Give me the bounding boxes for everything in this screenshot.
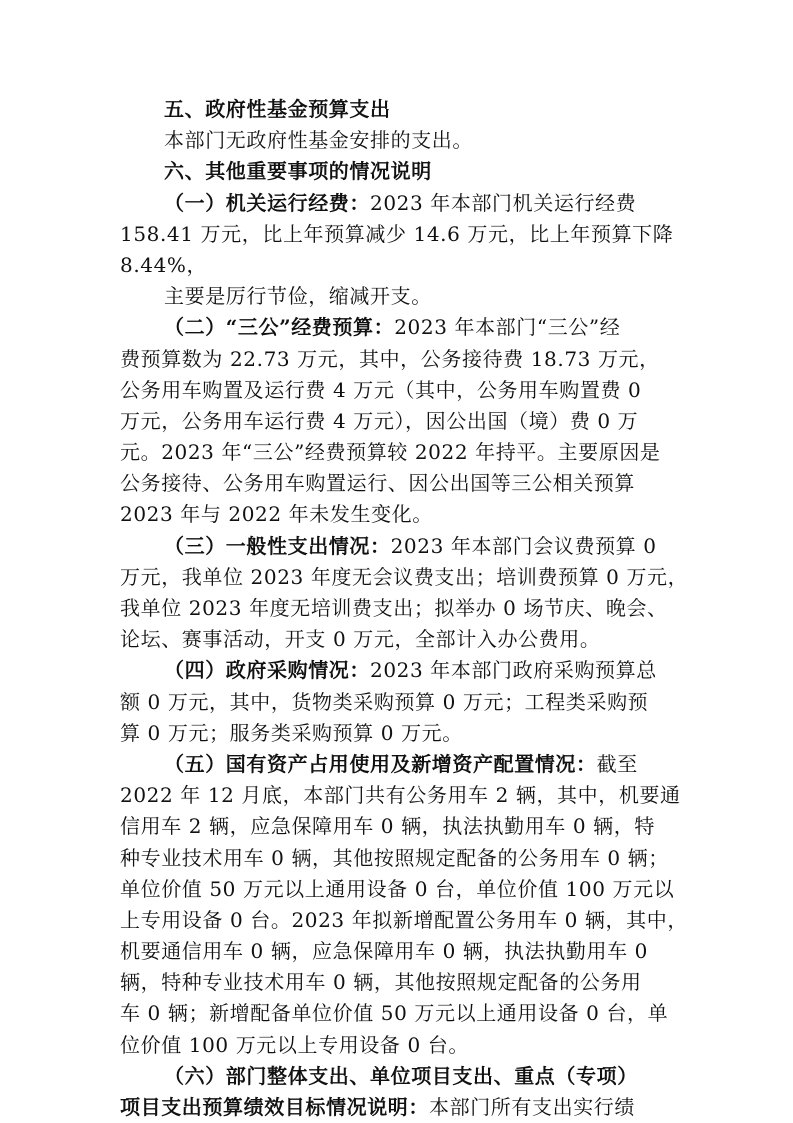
subsection-1-title: （一）机关运行经费： [164,190,370,215]
subsection-5-text: 截至 [596,751,638,776]
subsection-5-title: （五）国有资产占用使用及新增资产配置情况： [164,751,597,776]
paragraph-line: 2022 年 12 月底，本部门共有公务用车 2 辆，其中，机要通 [120,783,681,808]
section-heading-6: 六、其他重要事项的情况说明 [164,159,432,184]
subsection-3-title: （三）一般性支出情况： [164,533,391,558]
subsection-2-text: 2023 年本部门“三公”经 [394,315,621,340]
paragraph-line: 机要通信用车 0 辆，应急保障用车 0 辆，执法执勤用车 0 [120,939,648,964]
document-page [120,94,689,1123]
subsection-6-line [120,1092,675,1123]
paragraph-line: 万元，公务用车运行费 4 万元），因公出国（境）费 0 万 [120,408,639,433]
paragraph-line: 公务接待、公务用车购置运行、因公出国等三公相关预算 [120,471,635,496]
paragraph-line: 车 0 辆；新增配备单位价值 50 万元以上通用设备 0 台，单 [120,1001,669,1026]
subsection-4-text: 2023 年本部门政府采购预算总 [370,658,657,683]
paragraph-line: 额 0 万元，其中，货物类采购预算 0 万元；工程类采购预 [120,689,649,714]
section-heading-5: 五、政府性基金预算支出 [164,97,391,121]
paragraph-line: 种专业技术用车 0 辆，其他按照规定配备的公务用车 0 辆； [120,845,669,870]
paragraph-line: 8.44%， [120,252,208,277]
paragraph-line: 位价值 100 万元以上专用设备 0 台。 [120,1032,469,1057]
subsection-6-text: 本部门所有支出实行绩 [429,1095,635,1119]
paragraph-line: 单位价值 50 万元以上通用设备 0 台，单位价值 100 万元以 [120,876,675,901]
subsection-4-line [120,655,675,686]
paragraph-line: 我单位 2023 年度无培训费支出；拟举办 0 场节庆、晚会、 [120,596,668,620]
paragraph-line: 论坛、赛事活动，开支 0 万元，全部计入办公费用。 [120,627,601,652]
section-5-paragraph: 本部门无政府性基金安排的支出。 [164,128,473,153]
subsection-5-line [120,749,675,780]
subsection-2-line [120,312,675,343]
paragraph-line: 辆，特种专业技术用车 0 辆，其他按照规定配备的公务用 [120,970,642,995]
paragraph-line: 万元，我单位 2023 年度无会议费支出；培训费预算 0 万元， [120,564,689,589]
subsection-2-title: （二）“三公”经费预算： [164,315,395,340]
paragraph-line: 公务用车购置及运行费 4 万元（其中，公务用车购置费 0 [120,377,642,402]
subsection-3-text: 2023 年本部门会议费预算 0 [390,533,657,558]
subsection-1-text: 2023 年本部门机关运行经费 [370,190,637,215]
paragraph-line: 上专用设备 0 台。2023 年拟新增配置公务用车 0 辆，其中， [120,907,688,932]
paragraph-line: 2023 年与 2022 年未发生变化。 [120,502,433,527]
paragraph-line: 元。2023 年“三公”经费预算较 2022 年持平。主要原因是 [120,440,661,465]
subsection-1-line [120,188,675,219]
paragraph-line: 主要是厉行节俭，缩减开支。 [164,284,432,309]
paragraph-line: 算 0 万元；服务类采购预算 0 万元。 [120,720,463,745]
subsection-4-title: （四）政府采购情况： [164,658,370,683]
paragraph-line: 信用车 2 辆，应急保障用车 0 辆，执法执勤用车 0 辆，特 [120,814,655,839]
subsection-6-title-cont: 项目支出预算绩效目标情况说明： [120,1095,429,1119]
subsection-3-line [120,531,675,562]
subsection-6-title: （六）部门整体支出、单位项目支出、重点（专项） [164,1063,638,1088]
paragraph-line: 费预算数为 22.73 万元，其中，公务接待费 18.73 万元， [120,346,660,371]
paragraph-line: 158.41 万元，比上年预算减少 14.6 万元，比上年预算下降 [120,221,674,246]
